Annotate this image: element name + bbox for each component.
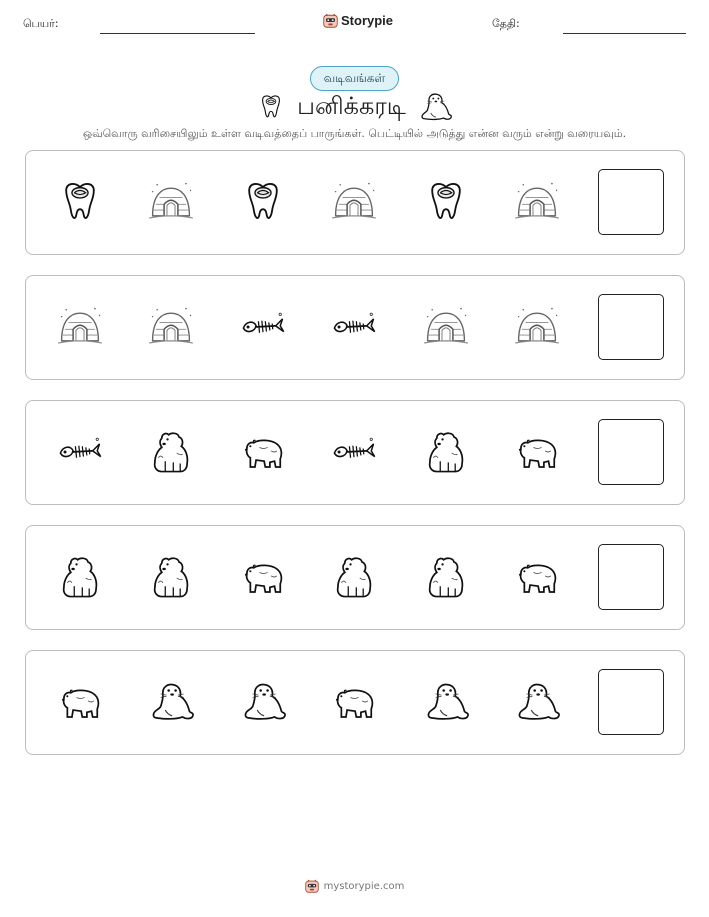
pattern-cell xyxy=(423,554,469,600)
polar-bear-walking-icon xyxy=(240,554,286,600)
igloo-icon xyxy=(331,179,377,225)
pattern-cell xyxy=(331,554,377,600)
pattern-cell xyxy=(148,429,194,475)
footer xyxy=(0,879,709,893)
polar-bear-sitting-icon xyxy=(148,429,194,475)
tooth-icon xyxy=(240,179,286,225)
pattern-cell xyxy=(331,679,377,725)
pattern-cell xyxy=(240,554,286,600)
polar-bear-walking-icon xyxy=(240,429,286,475)
igloo-icon xyxy=(423,304,469,350)
answer-box[interactable] xyxy=(598,169,664,235)
polar-bear-sitting-icon xyxy=(423,554,469,600)
pattern-cell xyxy=(240,304,286,350)
pattern-cell xyxy=(423,179,469,225)
name-line[interactable] xyxy=(100,33,255,34)
tooth-icon xyxy=(57,179,103,225)
seal-icon xyxy=(240,679,286,725)
pattern-row xyxy=(25,275,685,380)
answer-box[interactable] xyxy=(598,544,664,610)
seal-icon xyxy=(418,90,452,124)
pattern-cell xyxy=(514,554,560,600)
pattern-cell xyxy=(57,679,103,725)
pattern-cell xyxy=(423,429,469,475)
igloo-icon xyxy=(514,304,560,350)
pattern-cell xyxy=(57,304,103,350)
tooth-icon xyxy=(423,179,469,225)
seal-icon xyxy=(514,679,560,725)
brand-name: Storypie xyxy=(341,13,394,28)
polar-bear-walking-icon xyxy=(514,429,560,475)
seal-icon xyxy=(423,679,469,725)
pattern-cell xyxy=(331,179,377,225)
pattern-cell xyxy=(148,554,194,600)
polar-bear-sitting-icon xyxy=(57,554,103,600)
storypie-logo-icon xyxy=(323,13,338,28)
pattern-cell xyxy=(148,179,194,225)
pattern-cell xyxy=(148,679,194,725)
igloo-icon xyxy=(148,304,194,350)
fish-skeleton-icon xyxy=(240,304,286,350)
pattern-cell xyxy=(240,429,286,475)
polar-bear-walking-icon xyxy=(331,679,377,725)
name-label: பெயர்: xyxy=(23,17,59,30)
polar-bear-sitting-icon xyxy=(331,554,377,600)
polar-bear-walking-icon xyxy=(57,679,103,725)
answer-box[interactable] xyxy=(598,669,664,735)
pattern-row xyxy=(25,650,685,755)
igloo-icon xyxy=(57,304,103,350)
answer-box[interactable] xyxy=(598,419,664,485)
date-label: தேதி: xyxy=(492,17,520,30)
date-line[interactable] xyxy=(563,33,686,34)
pattern-cell xyxy=(514,679,560,725)
pattern-cell xyxy=(148,304,194,350)
igloo-icon xyxy=(514,179,560,225)
pattern-row xyxy=(25,400,685,505)
title-row xyxy=(0,90,709,124)
pattern-cell xyxy=(514,179,560,225)
storypie-logo-icon xyxy=(305,879,319,893)
pattern-row xyxy=(25,525,685,630)
pattern-cell xyxy=(423,304,469,350)
tooth-icon xyxy=(257,93,285,121)
fish-skeleton-icon xyxy=(331,429,377,475)
polar-bear-sitting-icon xyxy=(148,554,194,600)
pattern-cell xyxy=(240,679,286,725)
pattern-cell xyxy=(57,179,103,225)
pattern-cell xyxy=(331,304,377,350)
pattern-cell xyxy=(240,179,286,225)
pattern-cell xyxy=(514,429,560,475)
pattern-cell xyxy=(514,304,560,350)
footer-site: mystorypie.com xyxy=(323,880,405,892)
pattern-cell xyxy=(423,679,469,725)
seal-icon xyxy=(148,679,194,725)
pattern-cell xyxy=(331,429,377,475)
pattern-row xyxy=(25,150,685,255)
brand-logo xyxy=(323,13,393,28)
instructions: ஒவ்வொரு வரிசையிலும் உள்ள வடிவத்தைப் பாருங்கள். பெட்டியில் அடுத்து என்ன வரும் என்று வரையவும். xyxy=(82,127,627,140)
fish-skeleton-icon xyxy=(57,429,103,475)
polar-bear-walking-icon xyxy=(514,554,560,600)
igloo-icon xyxy=(148,179,194,225)
pattern-cell xyxy=(57,554,103,600)
polar-bear-sitting-icon xyxy=(423,429,469,475)
answer-box[interactable] xyxy=(598,294,664,360)
category-label: வடிவங்கள் xyxy=(323,70,386,85)
category-badge xyxy=(310,66,399,91)
pattern-cell xyxy=(57,429,103,475)
page-title: பனிக்கரடி xyxy=(297,91,406,120)
fish-skeleton-icon xyxy=(331,304,377,350)
